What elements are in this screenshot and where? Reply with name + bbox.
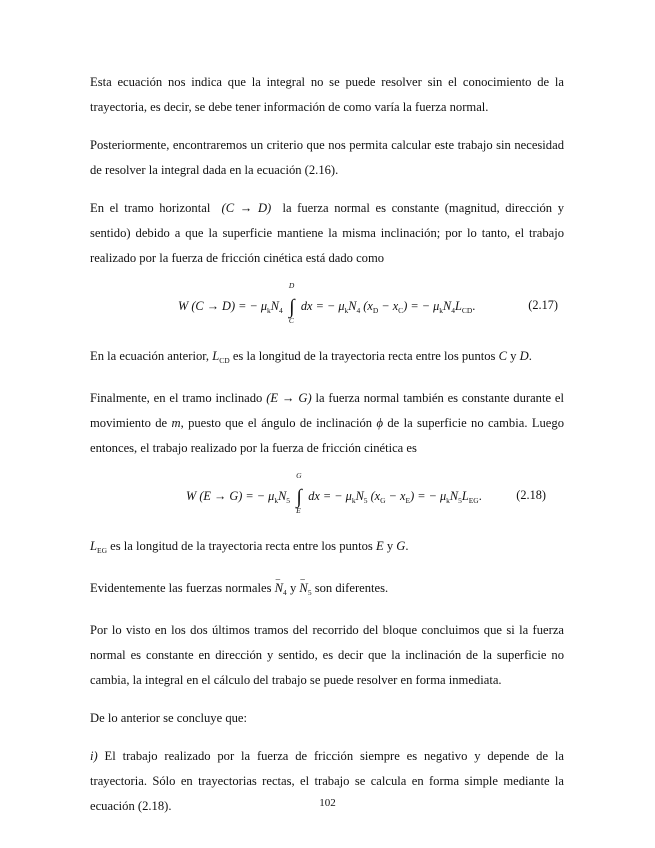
text-span: En el tramo horizontal (90, 201, 211, 215)
paragraph-2: Posteriormente, encontraremos un criterio que nos permita calcular este trabajo sin necesidad de resolver la integral dada en la ecuación (2.16). (90, 138, 564, 177)
math-var: L (90, 539, 98, 553)
eq-lhs: W (E → G) = − μ (186, 489, 275, 503)
math-var: G (396, 539, 406, 553)
text-span: . (528, 349, 532, 363)
eq-var: N (449, 489, 459, 503)
vector-n4 (275, 576, 283, 601)
paragraph-1: Esta ecuación nos indica que la integral no se puede resolver sin el conocimiento de la trayectoria, es decir, se debe tener información de como varía la fuerza normal. (90, 75, 564, 114)
math-var: N (274, 581, 284, 595)
eq-var: N (278, 489, 287, 503)
text-span: de la superficie no cambia. Luego entonces, el trabajo realizado por la fuerza de fricción cinética es (90, 416, 564, 455)
eq-var: L (461, 489, 469, 503)
eq-var: N (270, 299, 279, 313)
math-inline: (E → G) (266, 391, 312, 405)
eq-sub: k (274, 496, 279, 505)
equation-number: (2.18) (516, 488, 546, 502)
eq-sub: EG (468, 496, 479, 505)
text-span: son diferentes. (314, 581, 389, 595)
integral-upper: D (288, 281, 295, 290)
math-var: L (212, 349, 220, 363)
eq-term: dx = − μ (308, 489, 352, 503)
vector-n5 (299, 576, 307, 601)
equation-body (178, 281, 476, 325)
equation-body (186, 471, 482, 515)
eq-term: dx = − μ (300, 299, 345, 313)
eq-term: (x (367, 489, 381, 503)
eq-sub: 4 (356, 306, 361, 315)
equation-2-18 (90, 471, 564, 524)
eq-var: N (348, 299, 357, 313)
list-label: i) (90, 749, 98, 763)
math-var: C (498, 349, 508, 363)
eq-sub: C (398, 306, 404, 315)
eq-sub: CD (461, 306, 473, 315)
paragraph-5 (90, 386, 564, 461)
text-span: la fuerza normal es constante (magnitud, dirección y sentido) debido a que la superficie mantiene la misma inclinación; por lo tanto, el trabajo realizado por la fuerza de fricción cinética está dado como (90, 201, 565, 265)
math-sub: 4 (283, 588, 287, 597)
eq-var: N (355, 489, 364, 503)
paragraph-9: De lo anterior se concluye que: (90, 711, 248, 725)
equation-number: (2.17) (528, 298, 558, 312)
eq-sub: k (439, 306, 444, 315)
paragraph-7 (90, 576, 564, 605)
eq-var: N (443, 299, 452, 313)
eq-term: − x (378, 299, 399, 313)
text-span: es la longitud de la trayectoria recta entre los puntos (232, 349, 496, 363)
math-sub: CD (219, 356, 230, 365)
math-sub: 5 (307, 588, 312, 597)
text-span: y (386, 539, 394, 553)
text-span: En la ecuación anterior, (90, 349, 210, 363)
eq-sub: k (446, 496, 450, 505)
eq-var: L (454, 299, 462, 313)
text-span: . (405, 539, 409, 553)
eq-term: (x (360, 299, 373, 313)
math-var: N (299, 581, 308, 595)
eq-sub: 5 (286, 496, 291, 505)
eq-period: . (472, 299, 476, 313)
paragraph-8: Por lo visto en los dos últimos tramos del recorrido del bloque concluimos que si la fuerza normal es constante en dirección y sentido, es decir que la inclinación de la superficie no cambia, la integral en el cálculo del trabajo se puede resolver en forma inmediata. (90, 623, 564, 687)
eq-period: . (478, 489, 482, 503)
eq-sub: D (372, 306, 379, 315)
eq-sub: G (380, 496, 386, 505)
paragraph-6 (90, 534, 564, 563)
text-span: y (510, 349, 517, 363)
page-body (90, 70, 564, 832)
eq-sub: 5 (363, 496, 368, 505)
integral-lower: E (296, 506, 301, 515)
eq-sub: 5 (458, 496, 462, 505)
eq-term: ) = − μ (410, 489, 447, 503)
eq-sub: 4 (278, 306, 283, 315)
math-var: D (519, 349, 529, 363)
text-span: Evidentemente las fuerzas normales (90, 581, 272, 595)
eq-term: − x (385, 489, 406, 503)
text-span: Finalmente, en el tramo inclinado (90, 391, 263, 405)
math-inline: (C → D) (221, 201, 272, 215)
eq-term: ) = − μ (403, 299, 440, 313)
math-var: ϕ (376, 416, 383, 430)
eq-sub: 4 (451, 306, 455, 315)
eq-sub: k (344, 306, 349, 315)
text-span: es la longitud de la trayectoria recta entre los puntos (110, 539, 373, 553)
integral-sign: D ∫ C (288, 281, 295, 325)
paragraph-4 (90, 344, 564, 373)
eq-sub: k (267, 306, 271, 315)
integral-lower: C (288, 316, 294, 325)
eq-sub: E (405, 496, 411, 505)
paragraph-3 (90, 196, 564, 271)
integral-sign: G ∫ E (296, 471, 302, 515)
text-span: El trabajo realizado por la fuerza de fricción siempre es negativo y depende de la trayectoria. Sólo en trayectorias rectas, el trabajo se calcula en forma simple mediante la ecuación (2.18). (90, 749, 564, 813)
text-span: la fuerza normal también es constante durante el movimiento de (90, 391, 564, 430)
eq-sub: k (351, 496, 356, 505)
integral-upper: G (296, 471, 302, 480)
math-var: E (375, 539, 384, 553)
eq-lhs: W (C → D) = − μ (178, 299, 268, 313)
text-span: , puesto que el ángulo de inclinación (180, 416, 373, 430)
equation-2-17 (90, 281, 564, 334)
text-span: y (289, 581, 297, 595)
math-sub: EG (97, 546, 108, 555)
page-number: 102 (319, 797, 336, 809)
math-var: m (171, 416, 181, 430)
